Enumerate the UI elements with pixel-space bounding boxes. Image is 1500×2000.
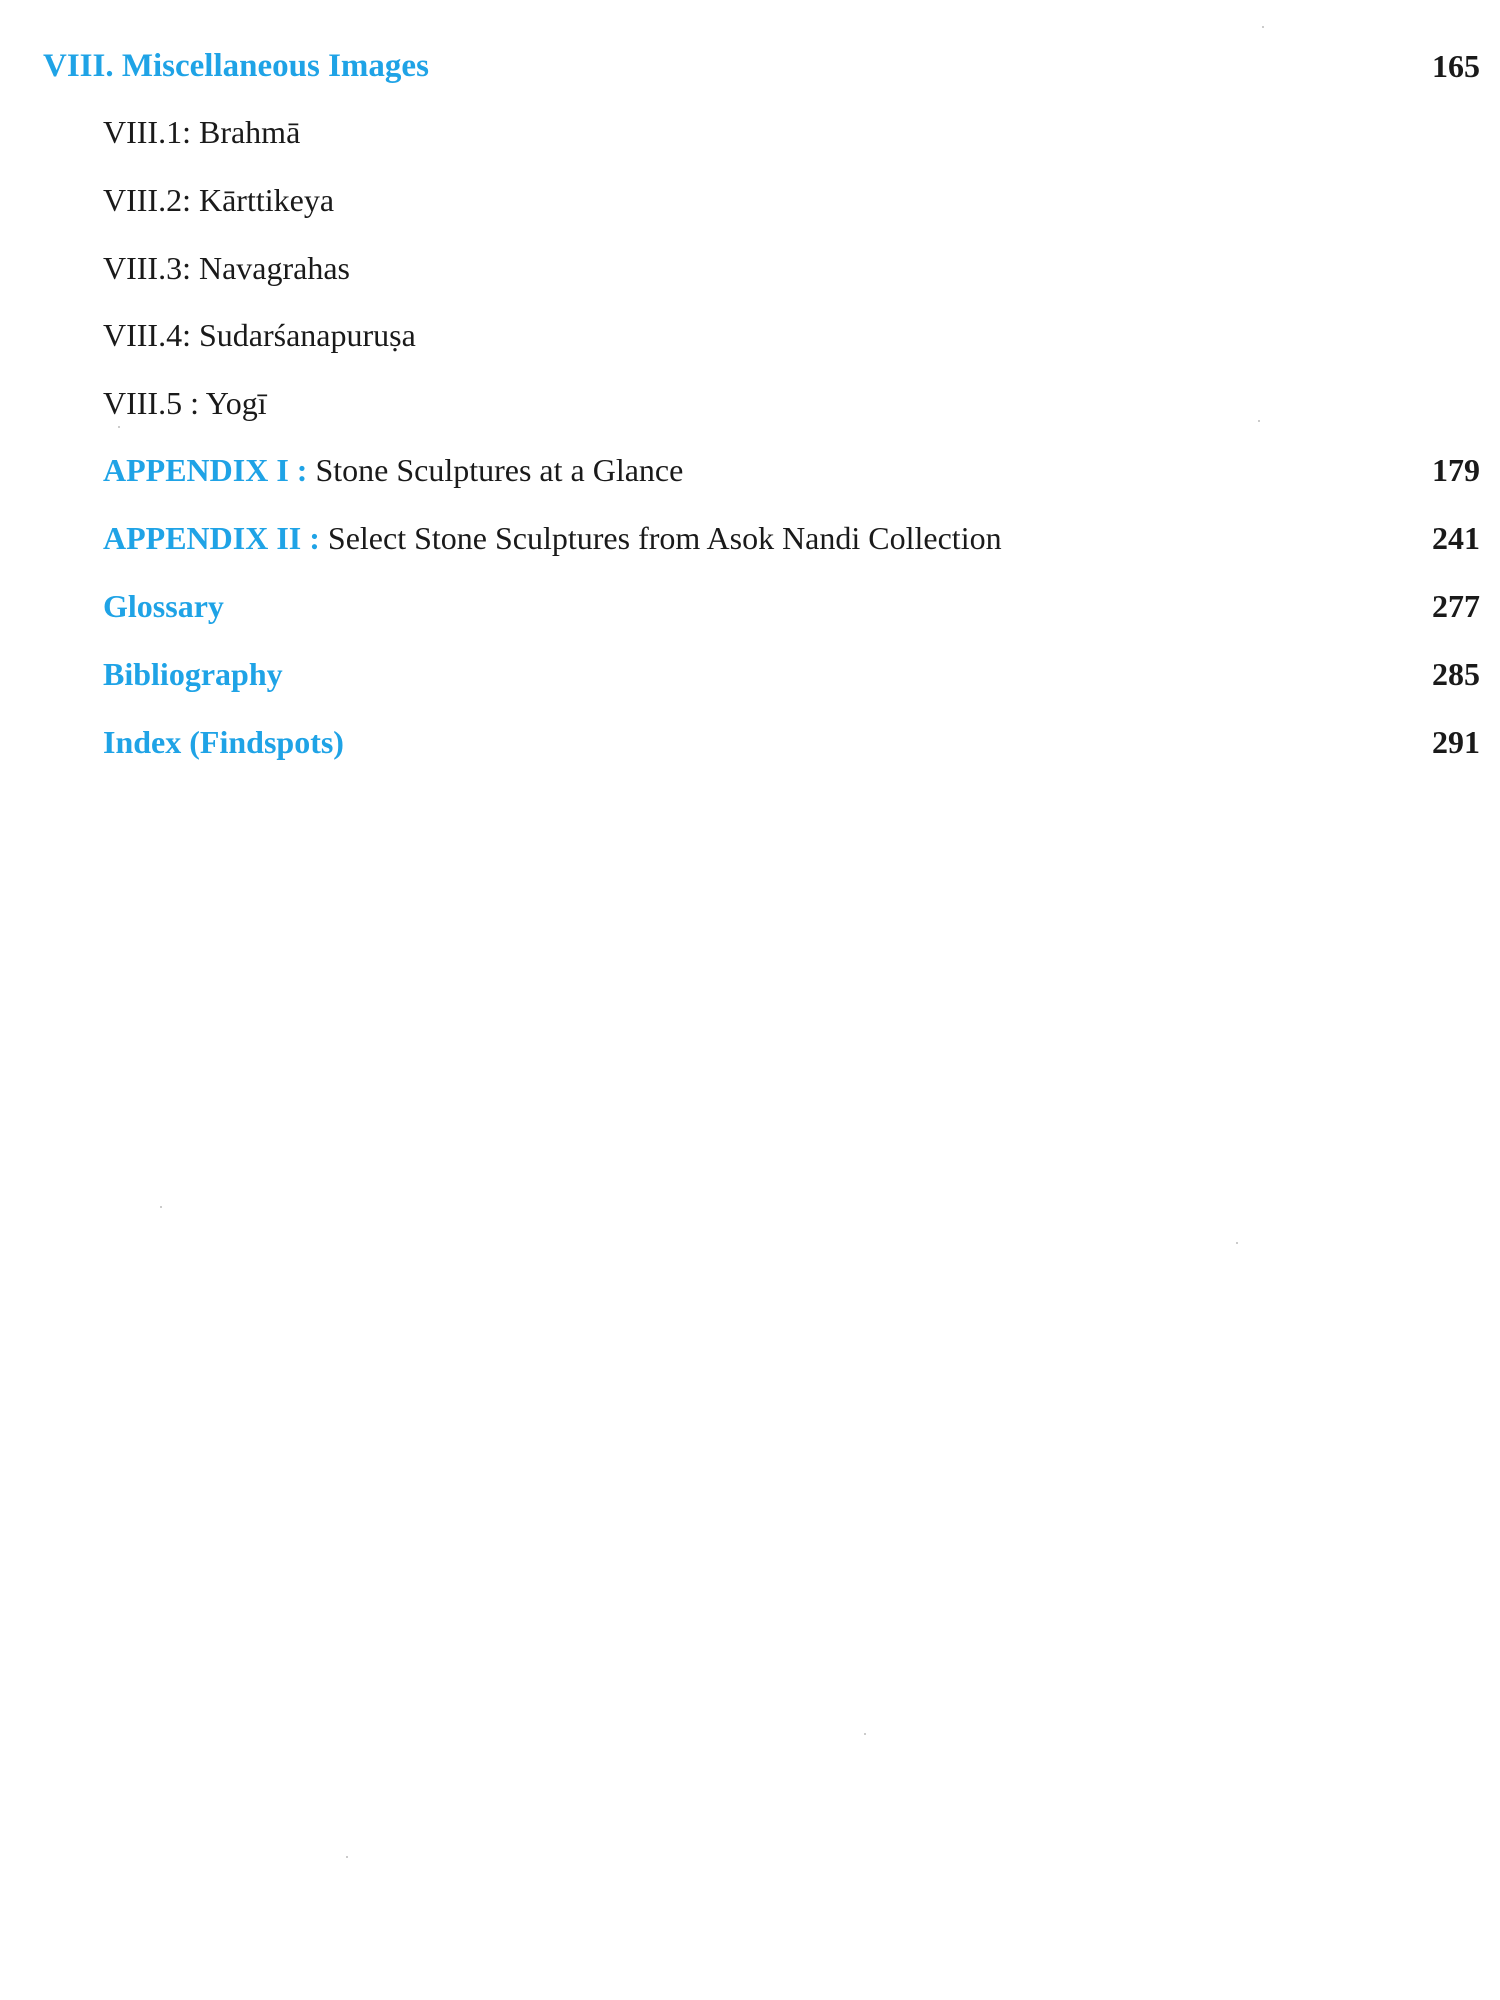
toc-appendix-entry [103, 510, 1002, 566]
scan-speck [864, 1733, 866, 1735]
toc-appendix-row [0, 510, 1500, 566]
scan-speck [1236, 1242, 1238, 1244]
toc-sub-entry-label: VIII.1: Brahmā [103, 114, 301, 150]
toc-back-matter-label: Bibliography [103, 656, 283, 692]
toc-appendix-title: Select Stone Sculptures from Asok Nandi Collection [319, 520, 1002, 556]
toc-back-matter-row [0, 714, 1500, 770]
toc-appendix-prefix: APPENDIX II : [103, 520, 320, 556]
scan-speck [1262, 26, 1264, 28]
toc-sub-entry-label: VIII.3: Navagrahas [103, 250, 350, 286]
toc-appendix-title: Stone Sculptures at a Glance [307, 452, 684, 488]
toc-appendix-row [0, 442, 1500, 498]
toc-back-matter-label: Index (Findspots) [103, 724, 344, 760]
toc-sub-entry [0, 172, 1500, 228]
toc-back-matter-label: Glossary [103, 588, 224, 624]
scan-speck [118, 426, 120, 428]
toc-section-row [0, 38, 1500, 94]
toc-page-number: 165 [1432, 48, 1480, 84]
toc-sub-entry [0, 375, 1500, 431]
toc-page-number: 277 [1432, 588, 1480, 624]
toc-page-number: 179 [1432, 452, 1480, 488]
toc-sub-entry [0, 307, 1500, 363]
toc-sub-entry [0, 240, 1500, 296]
scan-speck [346, 1856, 348, 1858]
toc-back-matter-row [0, 646, 1500, 702]
toc-page-number: 285 [1432, 656, 1480, 692]
toc-sub-entry-label: VIII.5 : Yogī [103, 385, 267, 421]
scan-speck [160, 1206, 162, 1208]
toc-sub-entry [0, 104, 1500, 160]
toc-section-title: VIII. Miscellaneous Images [43, 48, 429, 84]
toc-page-number: 241 [1432, 520, 1480, 556]
toc-appendix-entry [103, 442, 683, 498]
toc-sub-entry-label: VIII.4: Sudarśanapuruṣa [103, 317, 416, 353]
toc-appendix-prefix: APPENDIX I : [103, 452, 308, 488]
scan-speck [1258, 420, 1260, 422]
toc-sub-entry-label: VIII.2: Kārttikeya [103, 182, 335, 218]
toc-page-number: 291 [1432, 724, 1480, 760]
toc-back-matter-row [0, 578, 1500, 634]
